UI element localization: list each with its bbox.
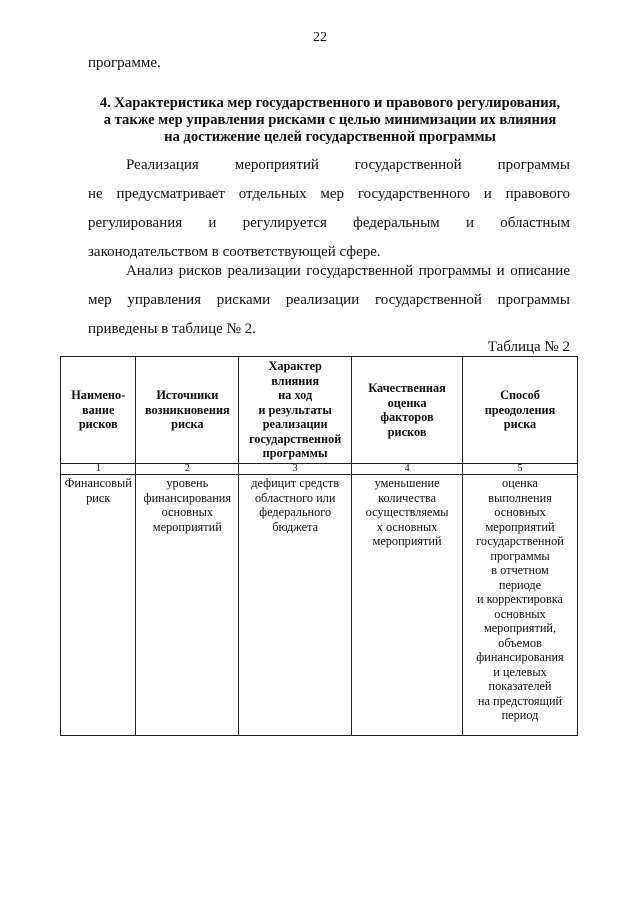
header-cell xyxy=(136,357,239,464)
cell-line: Источники xyxy=(156,388,219,403)
cell-line: показателей xyxy=(488,679,552,693)
risk-name-cell xyxy=(61,475,136,736)
cell-line: рисков xyxy=(387,424,427,439)
cell-line: и результаты xyxy=(258,402,332,417)
cell-line: выполнения xyxy=(488,490,552,505)
cell-line: финансирования xyxy=(476,650,564,664)
cell-line: основных xyxy=(494,606,546,621)
paragraph-line: не предусматривает отдельных мер государственного и правового xyxy=(88,186,570,202)
header-cell xyxy=(239,357,352,464)
paragraph-risk-analysis xyxy=(88,257,570,344)
risk-assessment-cell xyxy=(352,475,463,736)
cell-line: основных xyxy=(494,505,546,519)
continuation-text: программе. xyxy=(88,55,161,71)
table-caption: Таблица № 2 xyxy=(487,339,570,355)
cell-line: уровень xyxy=(166,476,209,490)
heading-line: а также мер управления рисками с целью минимизации их влияния xyxy=(103,112,557,128)
header-cell xyxy=(352,357,463,464)
cell-line: х основных xyxy=(376,519,438,534)
cell-line: Качественная xyxy=(368,381,446,395)
cell-line: мероприятий xyxy=(372,534,442,548)
cell-line: возникновения xyxy=(144,402,230,417)
cell-line: риск xyxy=(86,490,111,505)
cell-line: на ход xyxy=(278,388,313,403)
cell-line: Характер xyxy=(268,359,322,374)
column-number-row xyxy=(61,464,578,475)
cell-line: на предстоящий xyxy=(477,693,563,708)
cell-line: федерального xyxy=(259,505,332,519)
cell-line: преодоления xyxy=(484,402,556,417)
column-number: 5 xyxy=(463,464,578,475)
cell-line: Способ xyxy=(500,388,540,403)
cell-line: государственной xyxy=(476,534,564,548)
risk-impact-cell xyxy=(239,475,352,736)
cell-line: вание xyxy=(82,402,115,417)
cell-line: период xyxy=(501,708,539,722)
paragraph-line: Реализация мероприятий государственной программы xyxy=(126,157,570,173)
cell-line: финансирования xyxy=(143,490,232,505)
cell-line: оценка xyxy=(502,476,539,490)
table-header-row xyxy=(61,357,578,464)
cell-line: факторов xyxy=(380,410,434,424)
cell-line: и целевых xyxy=(493,664,547,679)
cell-line: мероприятий, xyxy=(483,621,557,635)
heading-line: 4. Характеристика мер государственного и правового регулирования, xyxy=(99,95,561,111)
cell-line: риска xyxy=(503,417,537,432)
column-number: 3 xyxy=(239,464,352,475)
heading-line: на достижение целей государственной программы xyxy=(164,129,496,145)
cell-line: и корректировка xyxy=(476,592,564,606)
paragraph-line: регулирования и регулируется федеральным и областным xyxy=(88,215,570,231)
cell-line: мероприятий xyxy=(152,519,222,534)
paragraph-line: Анализ рисков реализации государственной программы и описание xyxy=(126,263,570,279)
table-row xyxy=(61,475,578,736)
cell-line: в отчетном xyxy=(491,563,549,577)
cell-line: программы xyxy=(490,548,550,563)
cell-line: программы xyxy=(262,446,328,461)
header-cell xyxy=(463,357,578,464)
cell-line: оценка xyxy=(387,395,427,410)
cell-line: мероприятий xyxy=(485,519,555,534)
paragraph-implementation xyxy=(88,151,570,267)
cell-line: дефицит средств xyxy=(251,476,340,490)
cell-line: влияния xyxy=(271,373,320,388)
cell-line: осуществляемы xyxy=(365,505,449,519)
cell-line: Наимено- xyxy=(71,388,126,403)
cell-line: периоде xyxy=(498,577,542,592)
section-heading xyxy=(80,95,580,146)
page-number: 22 xyxy=(313,30,327,45)
cell-line: рисков xyxy=(78,417,118,432)
paragraph-line: законодательством в соответствующей сфере. xyxy=(88,244,381,260)
cell-line: основных xyxy=(161,505,214,519)
cell-line: риска xyxy=(171,417,204,432)
paragraph-line: приведены в таблице № 2. xyxy=(88,321,256,337)
cell-line: уменьшение xyxy=(374,476,440,490)
cell-line: бюджета xyxy=(272,519,319,534)
cell-line: государственной xyxy=(249,431,342,446)
column-number: 4 xyxy=(352,464,463,475)
cell-line: объемов xyxy=(498,635,542,650)
column-number: 2 xyxy=(136,464,239,475)
risk-table xyxy=(60,356,578,736)
cell-line: количества xyxy=(378,490,437,505)
risk-source-cell xyxy=(136,475,239,736)
paragraph-line: мер управления рисками реализации государственной программы xyxy=(88,292,570,308)
header-cell xyxy=(61,357,136,464)
cell-line: реализации xyxy=(262,417,328,432)
cell-line: Финансовый xyxy=(64,476,132,490)
risk-mitigation-cell xyxy=(463,475,578,736)
column-number: 1 xyxy=(61,464,136,475)
cell-line: областного или xyxy=(254,490,336,505)
